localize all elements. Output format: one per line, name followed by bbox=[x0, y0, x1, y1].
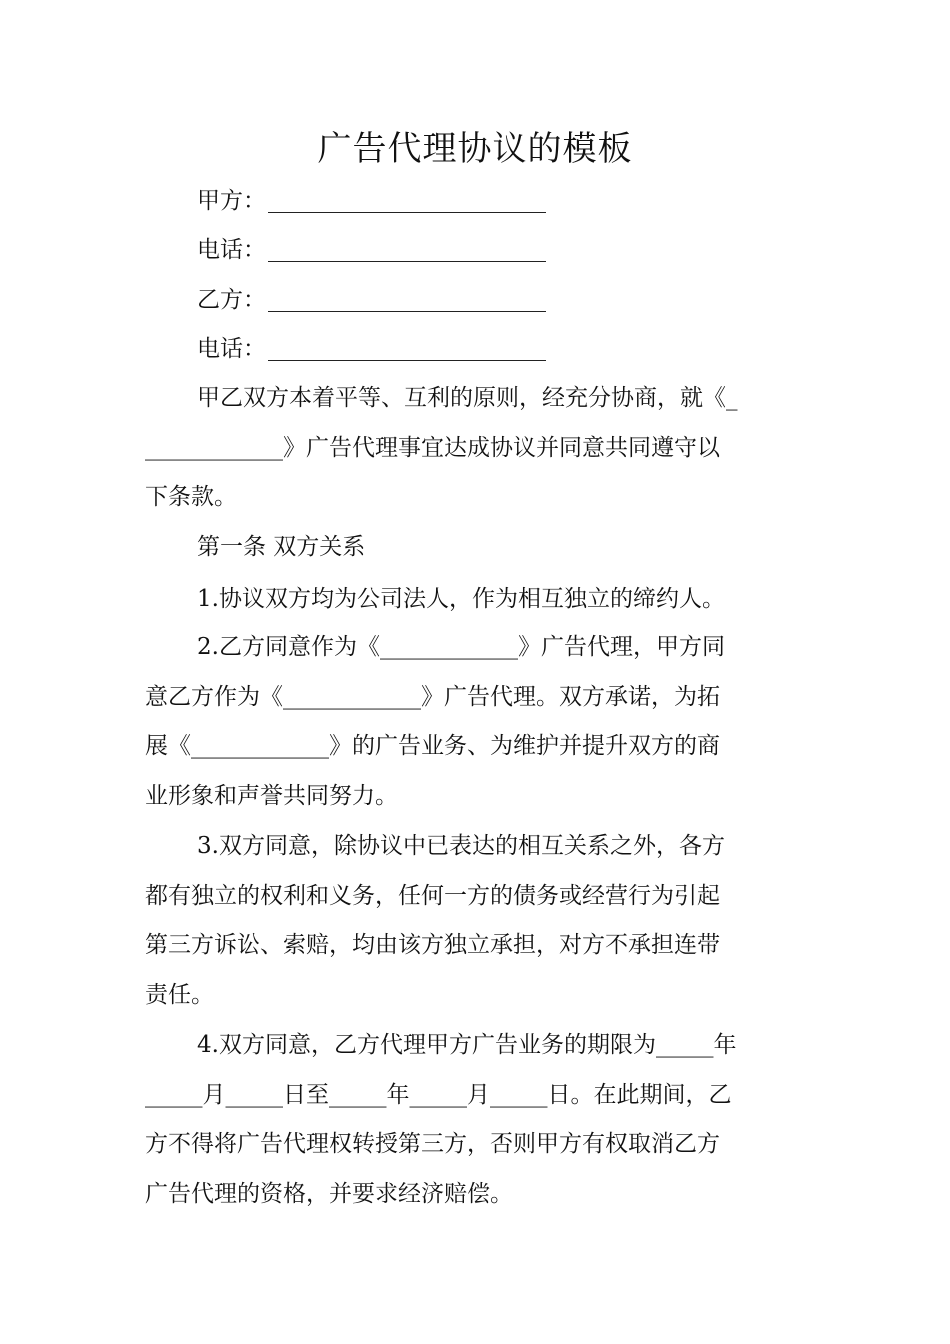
document-title: 广告代理协议的模板 bbox=[317, 129, 633, 169]
clause-1: 1.协议双方均为公司法人，作为相互独立的缔约人。 bbox=[197, 586, 725, 612]
party-a-blank bbox=[268, 190, 546, 213]
clause-3-line: 3.双方同意，除协议中已表达的相互关系之外，各方 bbox=[197, 833, 725, 859]
clause-2-line: 业形象和声誉共同努力。 bbox=[145, 783, 398, 809]
clause-2-line: 意乙方作为《____________》广告代理。双方承诺，为拓 bbox=[145, 684, 720, 710]
party-b-phone-label: 电话： bbox=[197, 336, 266, 362]
intro-line: 甲乙双方本着平等、互利的原则，经充分协商，就《_ bbox=[197, 385, 738, 411]
clause-3-line: 责任。 bbox=[145, 982, 214, 1008]
clause-3-line: 都有独立的权利和义务，任何一方的债务或经营行为引起 bbox=[145, 883, 720, 909]
clause-4-line: 广告代理的资格，并要求经济赔偿。 bbox=[145, 1181, 513, 1207]
clause-3-line: 第三方诉讼、索赔，均由该方独立承担，对方不承担连带 bbox=[145, 932, 720, 958]
clause-2-line: 2.乙方同意作为《____________》广告代理，甲方同 bbox=[197, 634, 725, 660]
party-b-label: 乙方： bbox=[197, 287, 266, 313]
intro-line: ____________》广告代理事宜达成协议并同意共同遵守以 bbox=[145, 435, 720, 461]
clause-2-line: 展《____________》的广告业务、为维护并提升双方的商 bbox=[145, 733, 720, 759]
party-a-phone-blank bbox=[268, 239, 546, 262]
article-heading: 第一条 双方关系 bbox=[197, 534, 366, 560]
party-a-label: 甲方： bbox=[197, 188, 266, 214]
party-b-field bbox=[197, 280, 546, 320]
intro-line: 下条款。 bbox=[145, 484, 237, 510]
clause-4-line: _____月_____日至_____年_____月_____日。在此期间，乙 bbox=[145, 1082, 732, 1108]
party-b-blank bbox=[268, 289, 546, 312]
party-a-phone-field bbox=[197, 230, 546, 270]
party-a-field bbox=[197, 181, 546, 221]
clause-4-line: 方不得将广告代理权转授第三方，否则甲方有权取消乙方 bbox=[145, 1131, 720, 1157]
party-b-phone-field bbox=[197, 329, 546, 369]
clause-4-line: 4.双方同意，乙方代理甲方广告业务的期限为_____年 bbox=[197, 1032, 737, 1058]
party-b-phone-blank bbox=[268, 338, 546, 361]
party-a-phone-label: 电话： bbox=[197, 237, 266, 263]
